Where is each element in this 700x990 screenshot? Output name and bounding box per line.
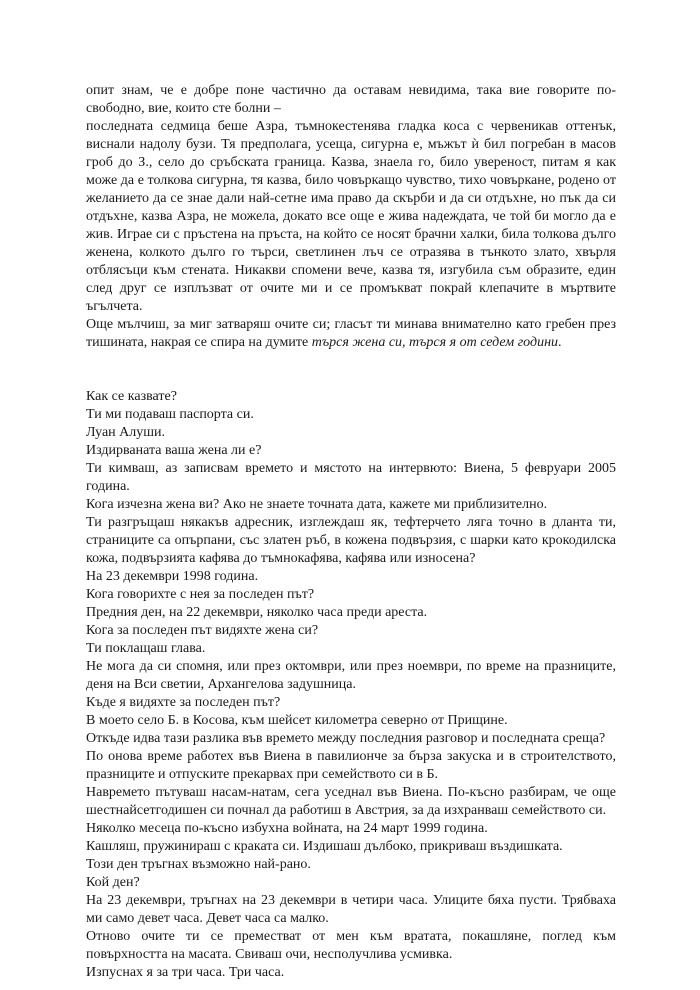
dialogue-line: Ти поклащаш глава. bbox=[86, 641, 206, 656]
dialogue-line: Как се казвате? bbox=[86, 389, 177, 404]
dialogue-line: По онова време работех във Виена в павилионче за бърза закуска и в строителството, празниците и отпуските прекарвах при семейството си в Б. bbox=[86, 749, 616, 782]
dialogue-line: Луан Алуши. bbox=[86, 425, 166, 440]
dialogue-line: Изпуснах я за три часа. Три часа. bbox=[86, 965, 285, 980]
dialogue-line: Този ден тръгнах възможно най-рано. bbox=[86, 857, 311, 872]
dialogue-line: На 23 декември 1998 година. bbox=[86, 569, 259, 584]
dialogue-line: Откъде идва тази разлика във времето между последния разговор и последната среща? bbox=[86, 731, 606, 746]
dialogue-line: На 23 декември, тръгнах на 23 декември в четири часа. Улиците бяха пусти. Трябваха ми само девет часа. Девет часа са малко. bbox=[86, 893, 616, 926]
section-gap bbox=[86, 370, 616, 388]
section-gap bbox=[86, 352, 616, 370]
dialogue-line: Ти разгръщаш някакъв адресник, изглеждаш як, тефтерчето ляга точно в дланта ти, страниците са опърпани, със златен ръб, в кожена подвързия, с шарки като крокодилска кожа, подвързията кафява до тъмнокафява, кафява или износена? bbox=[86, 515, 616, 566]
paragraph-azra: последната седмица беше Азра, тъмнокестенява гладка коса с червеникав оттенък, виснали надолу бузи. Тя предполага, усеща, сигурна е, мъжът ѝ бил погребан в масов гроб до З., село до сръбската граница. Казва, знаела го, било увереност, питам я как може да е толкова сигурна, тя казва, било човъркащо чувство, тихо човъркане, родено от желанието да се знае дали най-сетне има право да скърби и да си отдъхне, но пък да си отдъхне, казва Азра, не можела, докато все още е жива надеждата, че той би могло да е жив. Играе си с пръстена на пръста, на който се носят брачни халки, била толкова дълго женена, колкото дълго го търси, светлинен лъч се отразява в тънкото злато, хвърля отблясъци към стената. Никакви спомени вече, казва тя, изгубила съм образите, един след друг се изплъзват от очите ми и се промъкват покрай клепачите в мъртвите ъгълчета. bbox=[86, 119, 616, 314]
dialogue-line: Отново очите ти се преместват от мен към вратата, покашляне, поглед към повърхността на масата. Свиваш очи, несполучлива усмивка. bbox=[86, 929, 616, 962]
dialogue-line: Не мога да си спомня, или през октомври, или през ноември, по време на празниците, деня на Вси светии, Архангелова задушница. bbox=[86, 659, 616, 692]
dialogue-line: Кога за последен път видяхте жена си? bbox=[86, 623, 319, 638]
dialogue-line: Кой ден? bbox=[86, 875, 140, 890]
dialogue-line: В моето село Б. в Косова, към шейсет километра северно от Прищине. bbox=[86, 713, 508, 728]
dialogue-line: Кога говорихте с нея за последен път? bbox=[86, 587, 315, 602]
dialogue-line: Предния ден, на 22 декември, няколко часа преди ареста. bbox=[86, 605, 428, 620]
dialogue-line: Ти ми подаваш паспорта си. bbox=[86, 407, 254, 422]
paragraph-intro: опит знам, че е добре поне частично да оставам невидима, така вие говорите по-свободно, вие, които сте болни – bbox=[86, 83, 616, 116]
quoted-phrase: търся жена си, търся я от седем години bbox=[311, 335, 559, 350]
paragraph-silence bbox=[86, 316, 616, 352]
dialogue-line: Кашляш, пружинираш с краката си. Издишаш дълбоко, прикриваш въздишката. bbox=[86, 839, 563, 854]
paragraph-silence-text: Още мълчиш, за миг затваряш очите си; гласът ти минава внимателно като гребен през тишината, накрая се спира на думите bbox=[86, 317, 616, 350]
dialogue-line: Няколко месеца по-късно избухна войната, на 24 март 1999 година. bbox=[86, 821, 488, 836]
dialogue-line: Къде я видяхте за последен път? bbox=[86, 695, 281, 710]
sentence-end: . bbox=[558, 335, 562, 350]
dialogue-line: Навремето пътуваш насам-натам, сега уседнал във Виена. По-късно разбирам, че още шестнайсетгодишен си почнал да работиш в Австрия, за да изхранваш семейството си. bbox=[86, 785, 616, 818]
dialogue-line: Ти кимваш, аз записвам времето и мястото на интервюто: Виена, 5 февруари 2005 година. bbox=[86, 461, 616, 494]
dialogue-line: Кога изчезна жена ви? Ако не знаете точната дата, кажете ми приблизително. bbox=[86, 497, 548, 512]
dialogue-line: Издирваната ваша жена ли е? bbox=[86, 443, 262, 458]
